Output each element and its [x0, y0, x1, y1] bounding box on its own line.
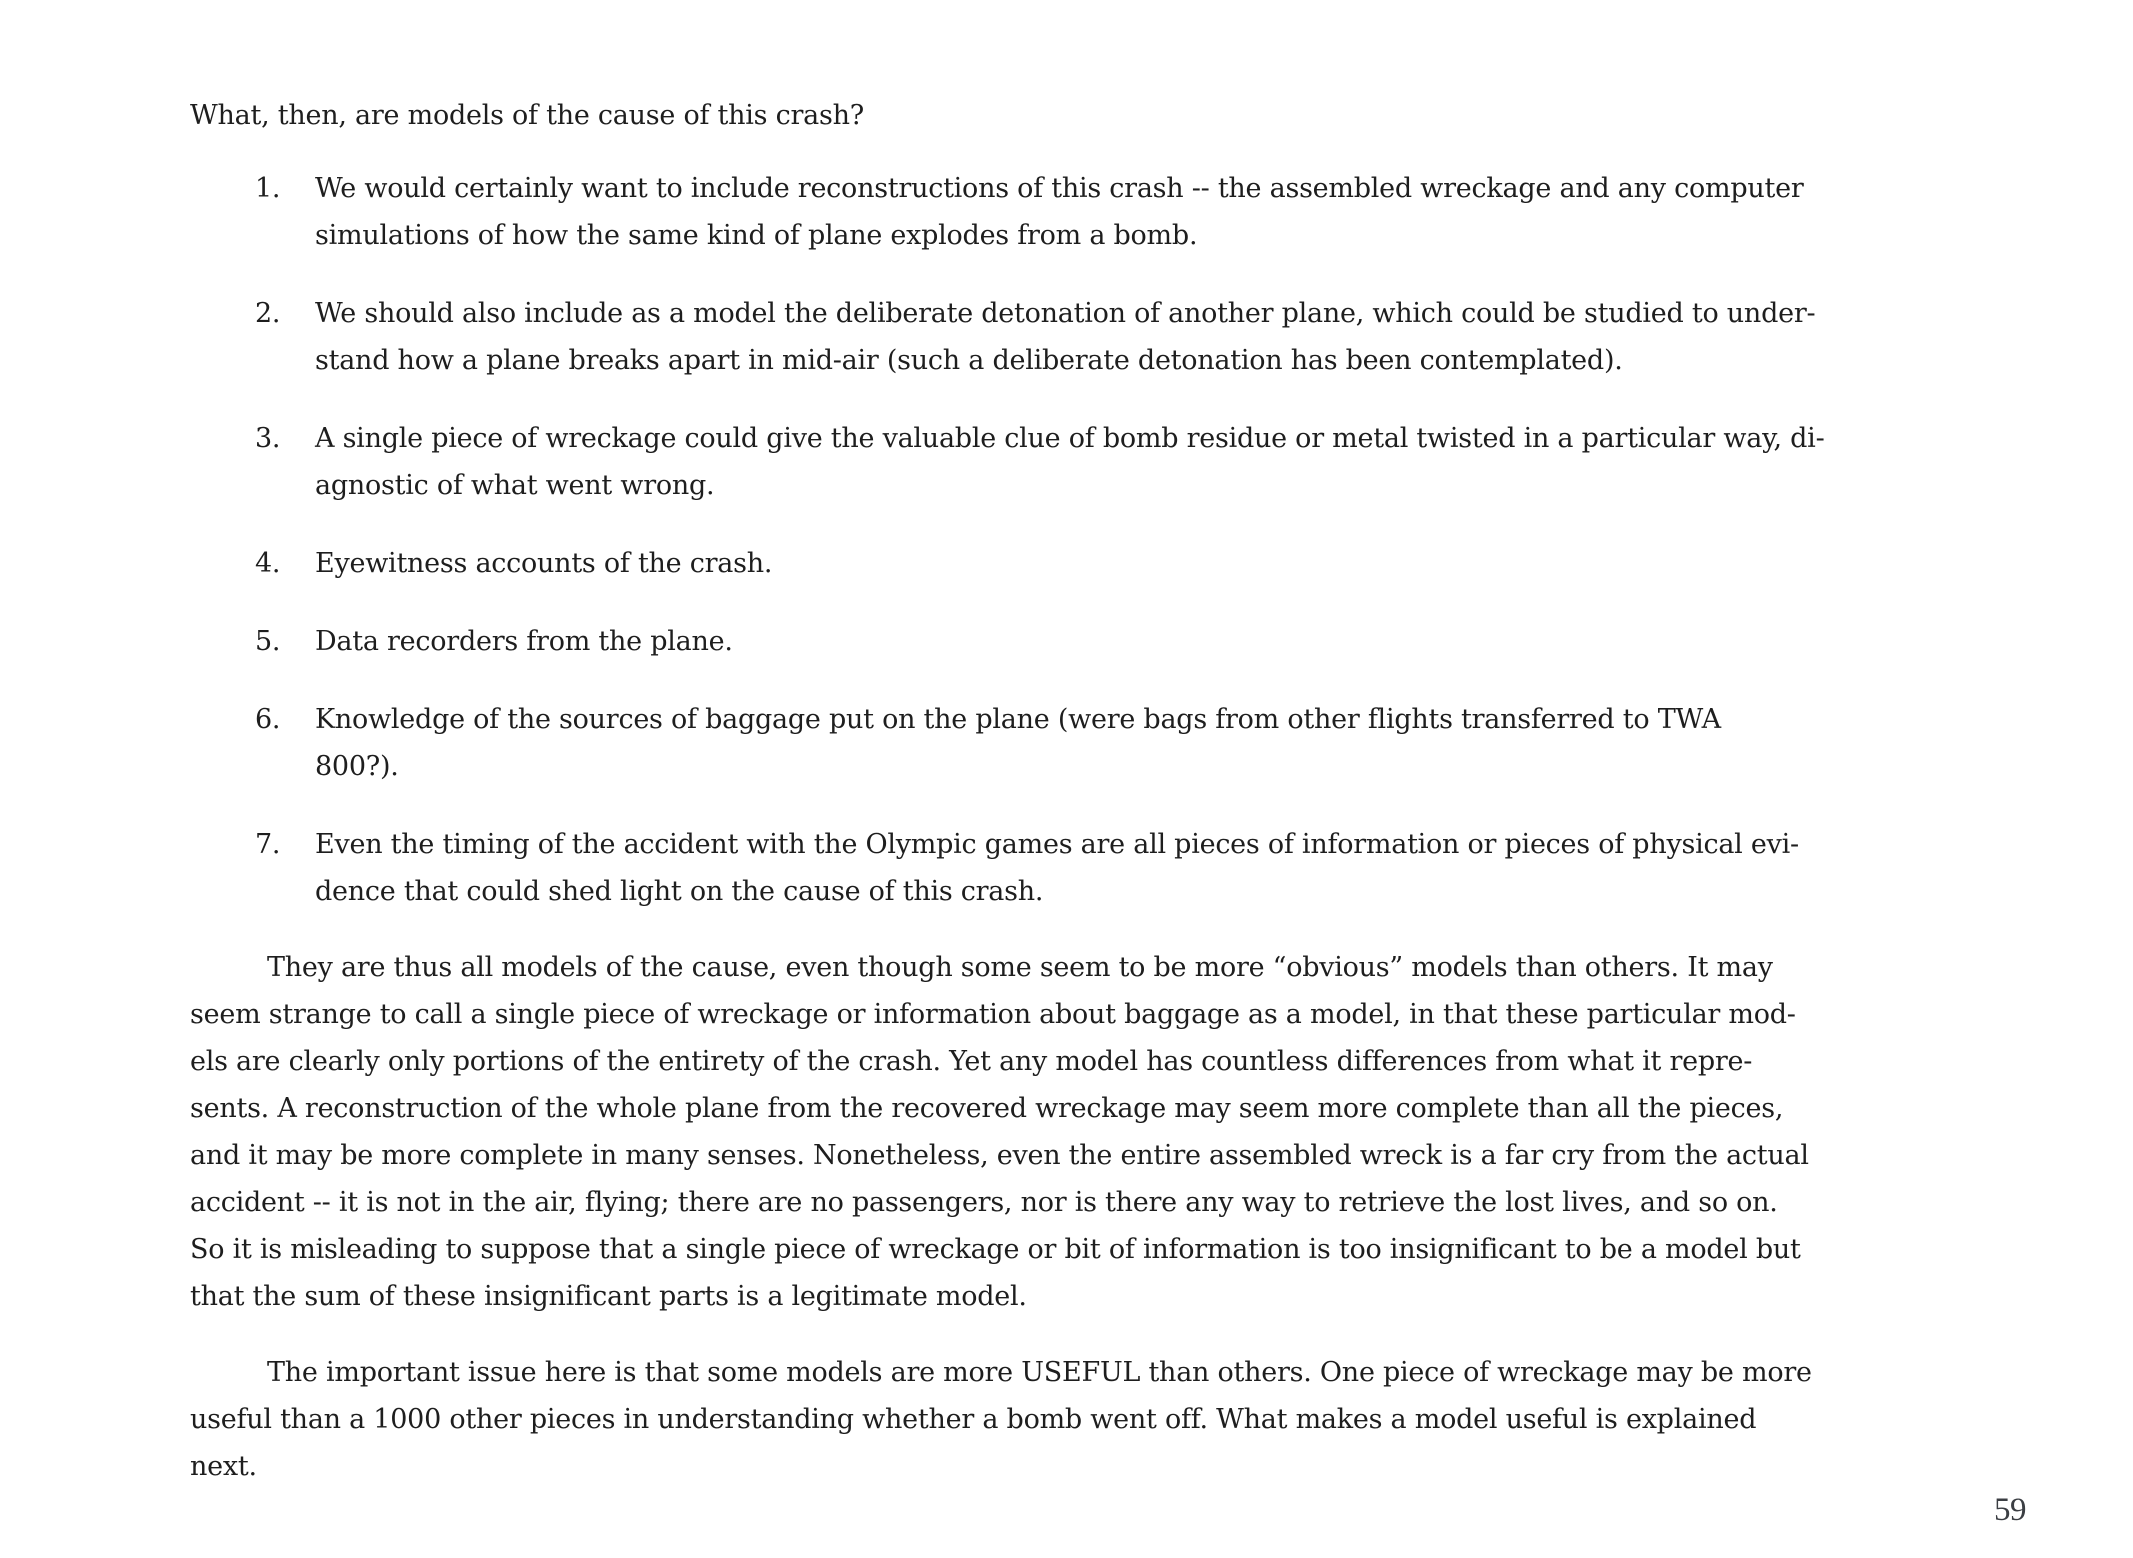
paragraph-line: So it is misleading to suppose that a single piece of wreckage or bit of information is too insignificant to be a model but — [190, 1234, 1801, 1265]
paragraph-line: sents. A reconstruction of the whole plane from the recovered wreckage may seem more complete than all the pieces, — [190, 1093, 1784, 1124]
body-paragraph-1 — [190, 944, 1824, 1320]
list-item-text — [315, 618, 733, 665]
list-item-number: 5. — [255, 626, 281, 657]
list-item-6 — [255, 696, 1824, 790]
paragraph-line: and it may be more complete in many senses. Nonetheless, even the entire assembled wreck is a far cry from the actual — [190, 1140, 1809, 1171]
paragraph-line: next. — [190, 1451, 257, 1482]
item-line: Knowledge of the sources of baggage put on the plane (were bags from other flights transferred to TWA — [315, 704, 1721, 735]
text-block — [190, 92, 1824, 1519]
item-line: Eyewitness accounts of the crash. — [315, 548, 773, 579]
paragraph-line: that the sum of these insignificant parts is a legitimate model. — [190, 1281, 1027, 1312]
item-line: Data recorders from the plane. — [315, 626, 733, 657]
list-item-text — [315, 165, 1804, 259]
list-item-text — [315, 540, 772, 587]
item-line: stand how a plane breaks apart in mid-air (such a deliberate detonation has been contemplated). — [315, 345, 1623, 376]
list-item-number: 4. — [255, 548, 281, 579]
list-item-number: 2. — [255, 298, 281, 329]
paragraph-line: seem strange to call a single piece of wreckage or information about baggage as a model, in that these particular mod- — [190, 999, 1796, 1030]
numbered-list — [190, 165, 1824, 915]
list-item-5 — [255, 618, 1824, 665]
list-item-number: 6. — [255, 704, 281, 735]
paragraph-line: accident -- it is not in the air, flying; there are no passengers, nor is there any way to retrieve the lost lives, and so on. — [190, 1187, 1778, 1218]
body-paragraph-2 — [190, 1349, 1824, 1490]
list-item-text — [315, 290, 1815, 384]
list-item-4 — [255, 540, 1824, 587]
list-item-text — [315, 696, 1721, 790]
item-line: We would certainly want to include reconstructions of this crash -- the assembled wreckage and any computer — [315, 173, 1804, 204]
list-item-number: 1. — [255, 173, 281, 204]
list-item-text — [315, 821, 1799, 915]
paragraph-line: The important issue here is that some models are more USEFUL than others. One piece of wreckage may be more — [267, 1357, 1812, 1388]
item-line: A single piece of wreckage could give the valuable clue of bomb residue or metal twisted in a particular way, di- — [315, 423, 1825, 454]
list-item-3 — [255, 415, 1824, 509]
paragraph-line: useful than a 1000 other pieces in understanding whether a bomb went off. What makes a model useful is explained — [190, 1404, 1757, 1435]
paragraph-line: They are thus all models of the cause, even though some seem to be more “obvious” models than others. It may — [267, 952, 1773, 983]
list-item-text — [315, 415, 1824, 509]
item-line: dence that could shed light on the cause of this crash. — [315, 876, 1044, 907]
paragraph-line: els are clearly only portions of the entirety of the crash. Yet any model has countless differences from what it repre- — [190, 1046, 1753, 1077]
list-item-number: 3. — [255, 423, 281, 454]
item-line: 800?). — [315, 751, 399, 782]
item-line: We should also include as a model the deliberate detonation of another plane, which could be studied to under- — [315, 298, 1816, 329]
page-number: 59 — [1994, 1492, 2026, 1528]
item-line: simulations of how the same kind of plane explodes from a bomb. — [315, 220, 1198, 251]
list-item-1 — [255, 165, 1824, 259]
list-item-7 — [255, 821, 1824, 915]
item-line: agnostic of what went wrong. — [315, 470, 715, 501]
list-item-number: 7. — [255, 829, 281, 860]
item-line: Even the timing of the accident with the Olympic games are all pieces of information or pieces of physical evi- — [315, 829, 1799, 860]
intro-line: What, then, are models of the cause of this crash? — [190, 100, 864, 131]
intro-paragraph — [190, 92, 1824, 139]
list-item-2 — [255, 290, 1824, 384]
